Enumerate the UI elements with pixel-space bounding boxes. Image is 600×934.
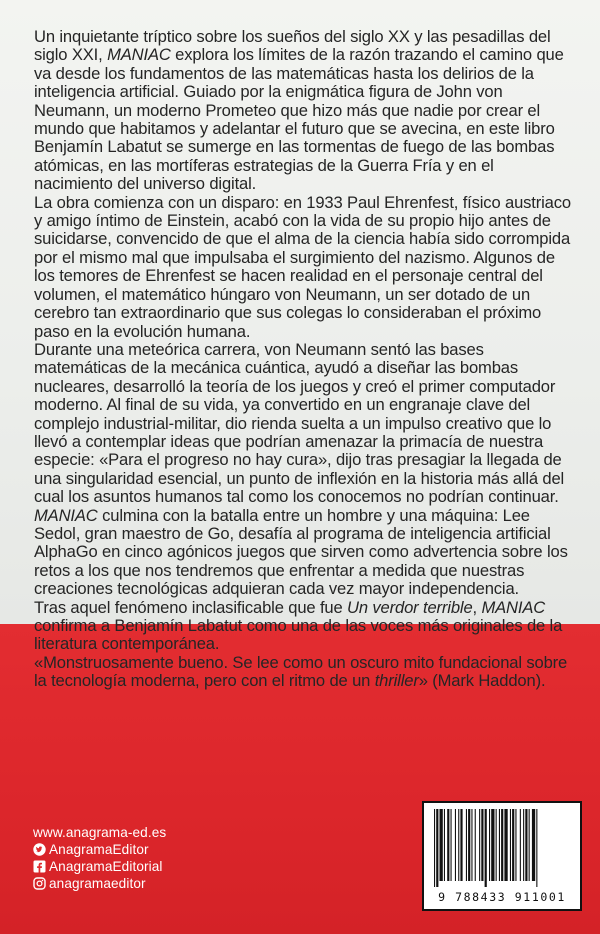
barcode-bar (460, 809, 462, 881)
barcode-bar (485, 809, 487, 887)
publisher-links (33, 824, 166, 892)
blurb-paragraph-5: Tras aquel fenómeno inclasificable que fue Un verdor terrible, MANIAC confirma a Benjamín Labatut como una de las voces más originales de la literatura contemporánea. (34, 597, 563, 654)
isbn-number: 9 788433 911001 (438, 890, 566, 904)
facebook-link[interactable]: AnagramaEditorial (33, 858, 166, 875)
barcode-bar (458, 809, 459, 881)
barcode-bars (434, 809, 570, 887)
barcode-bar (455, 809, 456, 881)
book-title: MANIAC (107, 45, 171, 65)
twitter-icon (33, 843, 46, 856)
barcode-bar (496, 809, 497, 881)
instagram-link[interactable]: anagramaeditor (33, 875, 166, 892)
blurb-paragraph-2: La obra comienza con un disparo: en 1933 Paul Ehrenfest, físico austriaco y amigo íntimo de Einstein, acabó con la vida de su propio hijo antes de suicidarse, convencido de que el alma de la ciencia había sido corrompida por el mismo mal que impulsaba el surgimiento del nazismo. Algunos de los temores de Ehrenfest se hacen realidad en el personaje central del volumen, el matemático húngaro von Neumann, un ser dotado de un cerebro tan extraordinario que sus colegas lo consideraban el próximo paso en la evolución humana. (34, 192, 571, 341)
barcode-bar (468, 809, 470, 881)
barcode-bar (515, 809, 516, 881)
barcode-bar (481, 809, 483, 881)
blurb-quote: «Monstruosamente bueno. Se lee como un oscuro mito fundacional sobre la tecnología moderna, pero con el ritmo de un thriller» (Mark Haddon). (34, 652, 568, 691)
barcode-bar (436, 809, 438, 887)
barcode-bar (451, 809, 452, 881)
barcode-bar (532, 809, 535, 881)
isbn-barcode (422, 801, 582, 911)
book-title: MANIAC (34, 505, 98, 525)
previous-book-title: Un verdor terrible (347, 597, 473, 617)
barcode-bar (499, 809, 500, 881)
barcode-bar (520, 809, 521, 881)
blurb-paragraph-1: Un inquietante tríptico sobre los sueños del siglo XX y las pesadillas del siglo XXI, MANIAC explora los límites de la razón trazando el camino que va desde los fundamentos de las matemáticas hasta los delirios de la inteligencia artificial. Guiado por la enigmática figura de John von Neumann, un moderno Prometeo que hizo más que nadie por crear el mundo que habitamos y adelantar el futuro que se avecina, en este libro Benjamín Labatut se sumerge en las tormentas de fuego de las bombas atómicas, en las mortíferas estrategias de la Guerra Fría y en el nacimiento del universo digital. (34, 27, 564, 194)
barcode-bar (434, 809, 435, 887)
barcode-bar (466, 809, 467, 881)
instagram-icon (33, 877, 46, 890)
barcode-bar (489, 809, 490, 881)
blurb-paragraph-3: Durante una meteórica carrera, von Neumann sentó las bases matemáticas de la mecánica cuántica, ayudó a diseñar las bombas nucleares, desarrolló la teoría de los juegos y creó el primer computador moderno. Al final de su vida, ya convertido en un engranaje clave del complejo industrial-militar, dio rienda suelta a un impulso creativo que lo llevó a contemplar ideas que podrían amenazar la primacía de nuestra especie: «Para el progreso no hay cura», dijo tras presagiar la llegada de una singularidad esencial, un punto de inflexión en la historia más allá del cual los asuntos humanos tal como los conocemos no podrían continuar. (34, 339, 565, 507)
blurb-paragraph-4: MANIAC culmina con la batalla entre un hombre y una máquina: Lee Sedol, gran maestro de Go, desafía al programa de inteligencia artificial AlphaGo en cinco agónicos juegos que sirven como advertencia sobre los retos a los que nos tendremos que enfrentar a medida que nuestras creaciones tecnológicas adquieran cada vez mayor independencia. (34, 505, 568, 599)
facebook-icon (33, 860, 46, 873)
website-link[interactable]: www.anagrama-ed.es (33, 825, 167, 840)
book-title: MANIAC (481, 597, 546, 617)
barcode-bar (471, 809, 472, 881)
twitter-link[interactable]: AnagramaEditor (33, 841, 166, 858)
barcode-bar (447, 809, 449, 881)
barcode-bar (525, 809, 527, 881)
barcode-bar (501, 809, 503, 881)
barcode-bar (529, 809, 530, 881)
barcode-bar (440, 809, 443, 881)
barcode-bar (504, 809, 507, 881)
barcode-bar (491, 809, 494, 881)
barcode-bar (479, 809, 480, 881)
barcode-bar (523, 809, 524, 881)
barcode-bar (510, 809, 511, 881)
barcode-bar (512, 809, 514, 881)
barcode-bar (444, 809, 445, 881)
barcode-bar (536, 809, 537, 887)
barcode-bar (475, 809, 476, 881)
back-cover-blurb (34, 28, 574, 691)
